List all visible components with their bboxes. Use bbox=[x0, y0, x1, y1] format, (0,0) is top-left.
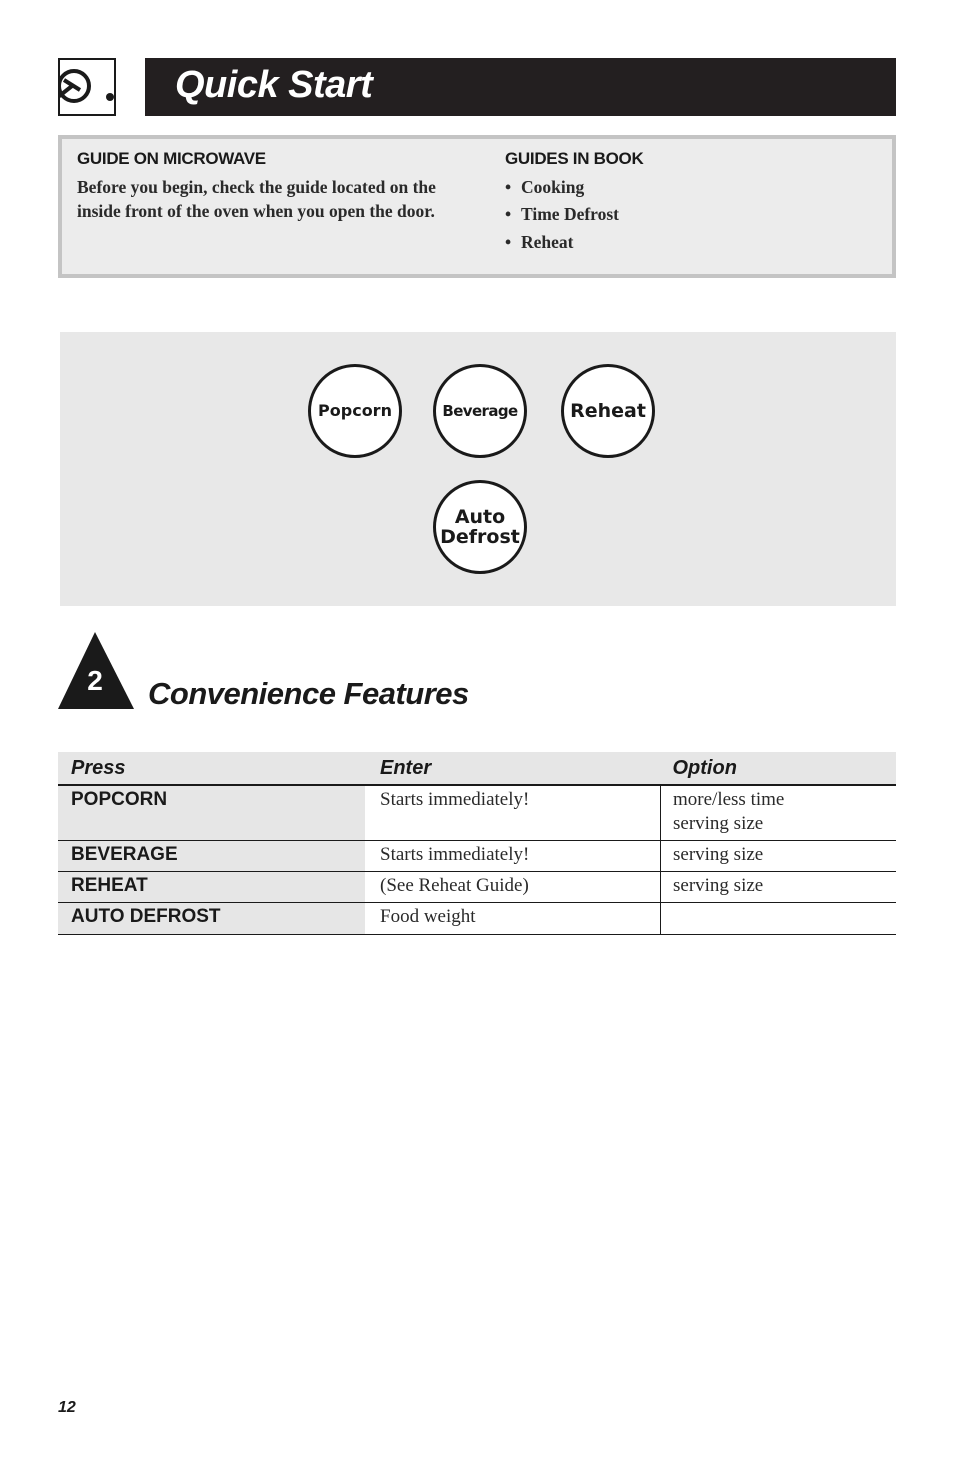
option-cell: serving size bbox=[661, 840, 897, 871]
press-cell: BEVERAGE bbox=[58, 840, 365, 871]
table-row bbox=[58, 785, 896, 840]
enter-cell: Starts immediately! bbox=[365, 785, 661, 840]
column-header-press: Press bbox=[58, 752, 365, 785]
list-item: • Cooking bbox=[505, 177, 585, 197]
keypad-illustration bbox=[60, 332, 896, 606]
guides-in-book-heading: GUIDES IN BOOK bbox=[505, 149, 644, 168]
popcorn-button: Popcorn bbox=[308, 364, 402, 458]
section-number-badge bbox=[58, 632, 138, 710]
enter-cell: Starts immediately! bbox=[365, 840, 661, 871]
option-cell bbox=[661, 902, 897, 934]
page-number: 12 bbox=[58, 1399, 76, 1416]
option-cell: more/less time serving size bbox=[661, 785, 897, 840]
table-row bbox=[58, 902, 896, 934]
guide-on-microwave-heading: GUIDE ON MICROWAVE bbox=[77, 149, 266, 168]
enter-cell: Food weight bbox=[365, 902, 661, 934]
title-bar bbox=[145, 58, 896, 116]
guide-box bbox=[58, 135, 896, 278]
enter-cell: (See Reheat Guide) bbox=[365, 871, 661, 902]
list-item: • Reheat bbox=[505, 232, 574, 252]
table-header-row bbox=[58, 752, 896, 785]
auto-defrost-button: Auto Defrost bbox=[433, 480, 527, 574]
press-cell: POPCORN bbox=[58, 785, 365, 840]
section-number: 2 bbox=[87, 665, 103, 696]
table-row bbox=[58, 840, 896, 871]
guide-on-microwave-text: Before you begin, check the guide located on the inside front of the oven when you open the door. bbox=[77, 177, 436, 221]
convenience-features-table bbox=[58, 752, 896, 935]
beverage-button: Beverage bbox=[433, 364, 527, 458]
table-row bbox=[58, 871, 896, 902]
column-header-enter: Enter bbox=[365, 752, 661, 785]
press-cell: AUTO DEFROST bbox=[58, 902, 365, 934]
column-header-option: Option bbox=[661, 752, 897, 785]
page-title: Quick Start bbox=[175, 64, 373, 106]
press-cell: REHEAT bbox=[58, 871, 365, 902]
dial-logo-icon bbox=[58, 58, 116, 116]
option-cell: serving size bbox=[661, 871, 897, 902]
list-item: • Time Defrost bbox=[505, 204, 620, 224]
section-title: Convenience Features bbox=[148, 676, 469, 711]
guides-in-book-list bbox=[505, 175, 619, 259]
reheat-button: Reheat bbox=[561, 364, 655, 458]
